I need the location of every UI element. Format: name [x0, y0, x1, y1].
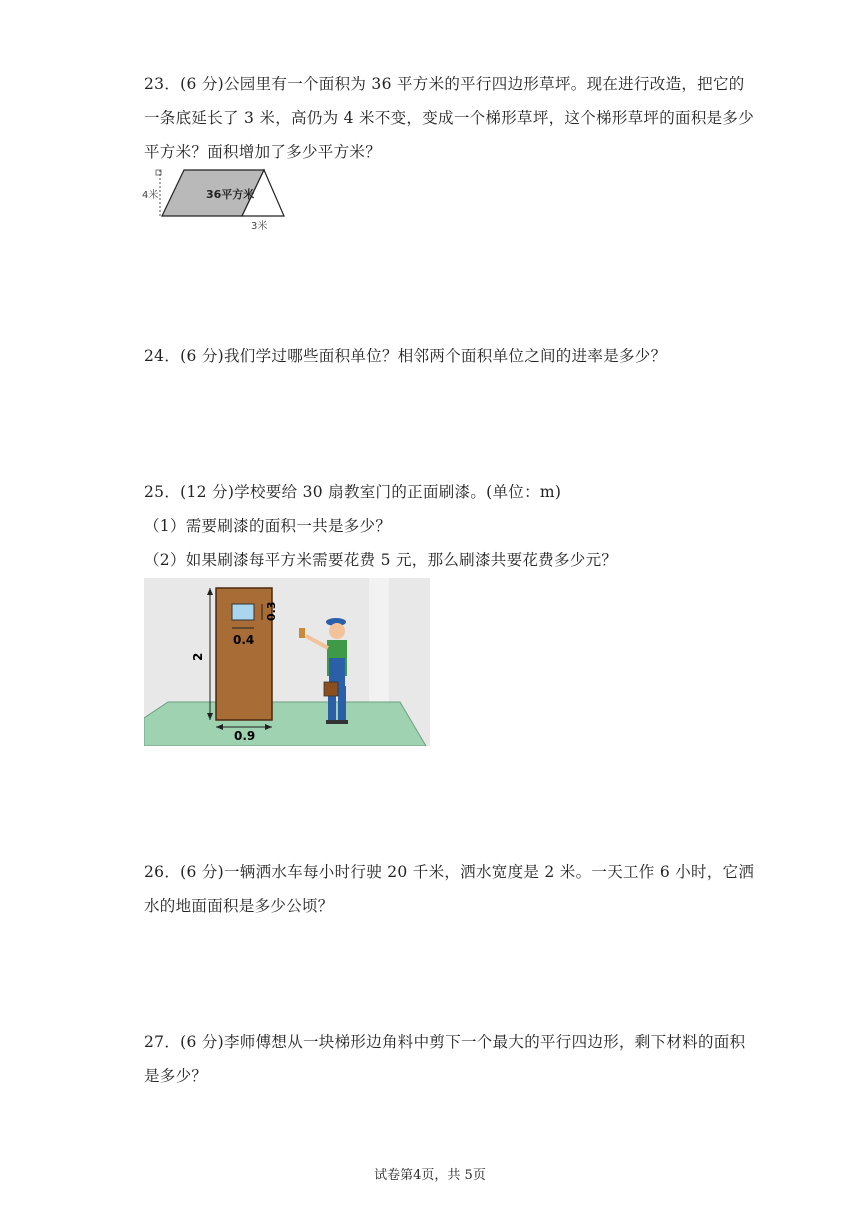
- fig-area-label: 36平方米: [206, 188, 255, 201]
- q25-subquestion-2: （2）如果刷漆每平方米需要花费 5 元，那么刷漆共要花费多少元？: [144, 551, 618, 569]
- fig-height-label: 4米: [142, 190, 159, 201]
- door-width-label: 0.9: [234, 729, 256, 743]
- q23-trapezoid-figure: [140, 166, 300, 238]
- q23-text-line-3: 平方米？面积增加了多少平方米？: [144, 143, 382, 161]
- q25-subquestion-1: （1）需要刷漆的面积一共是多少？: [144, 517, 392, 535]
- fig-extension-label: 3米: [251, 221, 268, 232]
- q23-text-line-1: 23．(6 分)公园里有一个面积为 36 平方米的平行四边形草坪。现在进行改造，把它的: [144, 75, 745, 93]
- door-height-label: 2: [191, 652, 205, 661]
- q27-text-line-2: 是多少？: [144, 1067, 208, 1085]
- page-footer: 试卷第4页，共 5页: [374, 1168, 486, 1183]
- q24-text-line-1: 24．(6 分)我们学过哪些面积单位？相邻两个面积单位之间的进率是多少？: [144, 347, 667, 365]
- q25-door-illustration: [144, 578, 430, 746]
- q27-text-line-1: 27．(6 分)李师傅想从一块梯形边角料中剪下一个最大的平行四边形，剩下材料的面积: [144, 1033, 746, 1051]
- q25-text-line-1: 25．(12 分)学校要给 30 扇教室门的正面刷漆。(单位：m): [144, 483, 562, 501]
- window-width-label: 0.4: [233, 633, 255, 647]
- window-height-label: 0.3: [265, 601, 278, 621]
- q23-text-line-2: 一条底延长了 3 米，高仍为 4 米不变，变成一个梯形草坪，这个梯形草坪的面积是多少: [144, 109, 755, 127]
- door-window: [232, 604, 254, 620]
- floor: [144, 702, 426, 746]
- q26-text-line-2: 水的地面面积是多少公顷？: [144, 897, 334, 915]
- wall-pillar: [369, 578, 389, 708]
- q26-text-line-1: 26．(6 分)一辆洒水车每小时行驶 20 千米，洒水宽度是 2 米。一天工作 6 小时，它洒: [144, 863, 755, 881]
